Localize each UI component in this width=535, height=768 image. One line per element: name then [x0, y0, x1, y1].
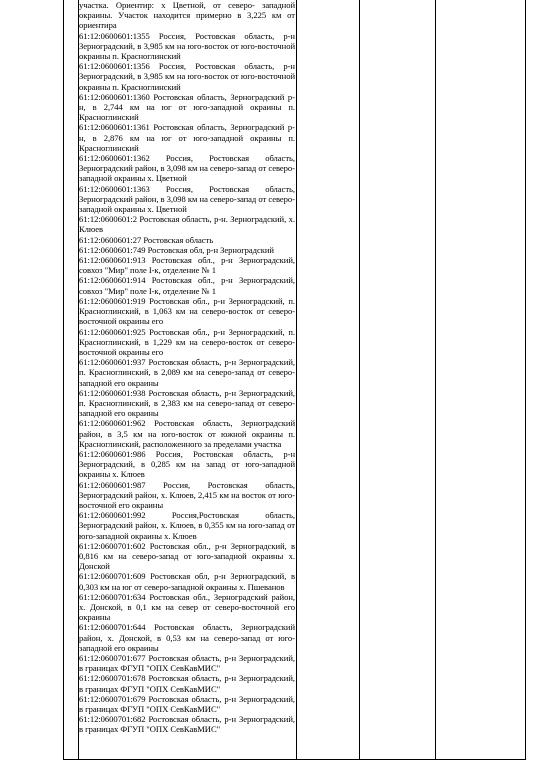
plot-entry: участка. Ориентир: х Цветной, от северо- западной окраины. Участок находится примерно в 3,225 км от ориентира: [79, 0, 295, 31]
plot-entry: 61:12:0600601:27 Ростовская область: [79, 234, 214, 245]
plot-entry: 61:12:0600701:682 Ростовская область, р-н Зерноградский, в границах ФГУП "ОПХ СевКавМИС": [79, 714, 295, 735]
plot-entry: 61:12:0600601:1361 Ростовская область, Зерноградский р-н, в 2,876 км на юг от юго-западной окраины п. Красноглинский: [79, 122, 295, 153]
plot-entry: 61:12:0600701:602 Ростовская обл., р-н Зерноградский, в 0,816 км на северо-запад от юго-западной окраины х. Донской: [79, 540, 295, 572]
table-border-right: [525, 0, 526, 760]
plot-entry: 61:12:0600701:609 Ростовская обл, р-н Зерноградский, в 0,303 км на юг от северо-западной окраины х. Пшеванов: [79, 571, 295, 592]
plot-entry: 61:12:0600601:1355 Россия, Ростовская область, р-н Зерноградский, в 3,985 км на юго-восток от юго-восточной окраины п. Красноглинский: [79, 30, 295, 62]
plot-entry: 61:12:0600601:1362 Россия, Ростовская область, Зерноградский район, в 3,098 км на северо-запад от северо-западной окраины х. Цветной: [79, 153, 295, 184]
plot-entry: 61:12:0600701:634 Ростовская обл., Зерноградский район, х. Донской, в 0,1 км на север от северо-восточной его окраины: [79, 591, 295, 623]
plot-entry: 61:12:0600601:992 Россия,Ростовская область, Зерноградский район, х. Клюев, в 0,355 км на юго-запад от юго-западной окраины х. Клюев: [79, 510, 295, 541]
table-column-divider-3: [359, 0, 360, 760]
plot-entry: 61:12:0600601:913 Ростовская обл., р-н Зерноградский, совхоз "Мир" поле I-к, отделение № 1: [79, 255, 295, 276]
plot-entry: 61:12:0600601:1356 Россия, Ростовская область, р-н Зерноградский, в 3,985 км на юго-восток от юго-восточной окраины п. Красноглинский: [79, 61, 295, 92]
plot-entry: 61:12:0600601:925 Ростовская обл., р-н Зерноградский, п. Красноглинский, в 1,229 км на северо-восток от северо-восточной окраины его: [79, 326, 295, 357]
plot-entry: 61:12:0600601:749 Ростовская обл, р-н Зерноградский: [79, 244, 274, 255]
table-column-divider-2: [296, 0, 297, 760]
plot-entry: 61:12:0600701:677 Ростовская область, р-н Зерноградский, в границах ФГУП "ОПХ СевКавМИС": [79, 653, 295, 674]
plot-entry: 61:12:0600601:1363 Россия, Ростовская область, Зерноградский район, в 3,098 км на северо-запад от северо-западной окраины х. Цветной: [79, 183, 295, 215]
land-plots-cell: [79, 0, 295, 760]
table-column-divider-4: [435, 0, 436, 760]
plot-entry: 61:12:0600601:987 Россия, Ростовская область, Зерноградский район, х. Клюев, 2,415 км на восток от юго-восточной его окраины: [79, 479, 295, 510]
table-border-left: [63, 0, 64, 760]
plot-entry: 61:12:0600601:914 Ростовская обл., р-н Зерноградский, совхоз "Мир" поле I-к, отделение № 1: [79, 275, 295, 296]
plot-entry: 61:12:0600601:1360 Ростовская область, Зерноградский р-н, в 2,744 км на юг от юго-западной окраины п. Красноглинский: [79, 91, 295, 123]
plot-entry: 61:12:0600701:678 Ростовская область, р-н Зерноградский, в границах ФГУП "ОПХ СевКавМИС": [79, 673, 295, 694]
plot-entry: 61:12:0600701:679 Ростовская область, р-н Зерноградский, в границах ФГУП "ОПХ СевКавМИС": [79, 693, 295, 715]
plot-entry: 61:12:0600601:986 Россия, Ростовская область, р-н Зерноградский, в 0,285 км на запад от юго-западной окраины х. Клюев: [79, 448, 295, 480]
plot-entry: 61:12:0600601:937 Ростовская область, р-н Зерноградский, п. Красноглинский, в 2,089 км на северо-запад от северо-западной его окраины: [79, 357, 295, 388]
plot-entry: 61:12:0600601:919 Ростовская обл., р-н Зерноградский, п. Красноглинский, в 1,063 км на северо-восток от северо-восточной окраины его: [79, 295, 295, 327]
plot-entry: 61:12:0600701:644 Ростовская область, Зерноградский район, х. Донской, в 0,53 км на северо-запад от юго-западной его окраины: [79, 622, 295, 653]
plot-entry: 61:12:0600601:938 Ростовская область, р-н Зерноградский, п. Красноглинский, в 2,383 км на северо-запад от северо-западной его окраины: [79, 387, 295, 419]
plot-entry: 61:12:0600601:962 Ростовская область, Зерноградский район, в 3,5 км на юго-восток от южной окраины п. Красноглинский, расположенного за пределами участка: [79, 418, 295, 449]
plot-entry: 61:12:0600601:2 Ростовская область, р-н. Зерноградский, х. Клюев: [79, 214, 295, 235]
